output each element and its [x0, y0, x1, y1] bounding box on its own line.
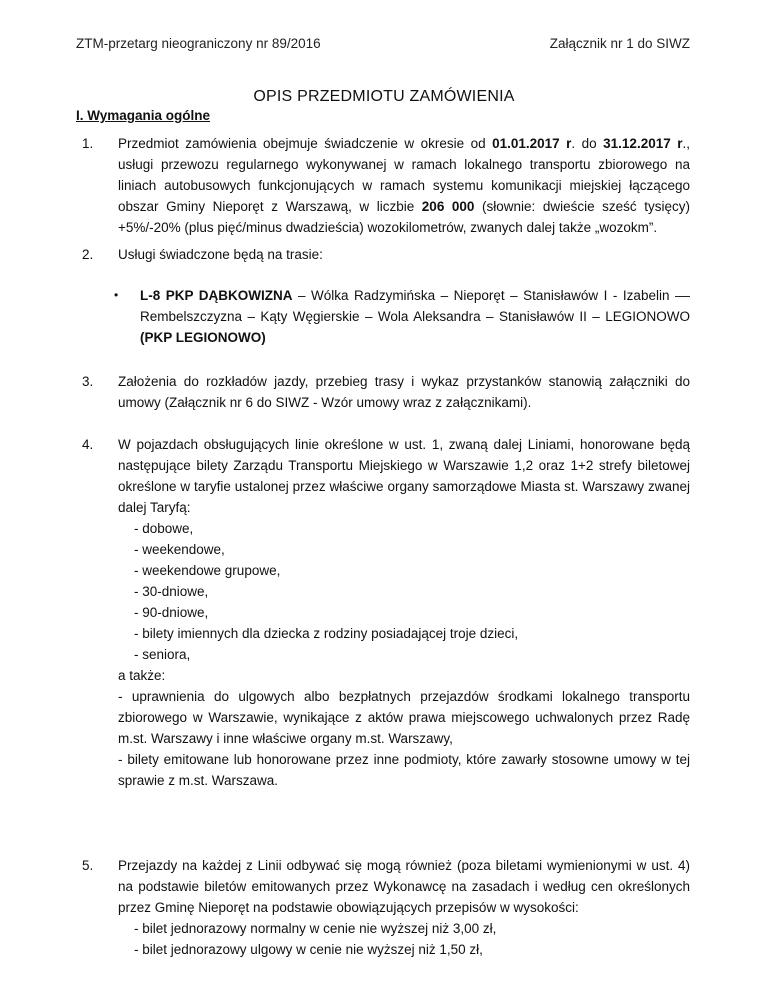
- item-text: W pojazdach obsługujących linie określone w ust. 1, zwaną dalej Liniami, honorowane będą następujące bilety Zarządu Transportu Miejskiego w Warszawie 1,2 oraz 1+2 strefy biletowej określone w taryfie ustalonej przez właściwe organy samorządowe Miasta st. Warszawy zwanej dalej Taryfą:: [118, 437, 690, 515]
- item-text: Przejazdy na każdej z Linii odbywać się mogą również (poza biletami wymienionymi w ust. 4) na podstawie biletów emitowanych przez Wykonawcę na zasadach i według cen określonych przez Gminę Nieporęt na podstawie obowiązujących przepisów w wysokości:: [118, 858, 690, 915]
- section-heading: I. Wymagania ogólne: [76, 108, 211, 123]
- item-text: Założenia do rozkładów jazdy, przebieg trasy i wykaz przystanków stanowią załączniki do umowy (Załącznik nr 6 do SIWZ - Wzór umowy wraz z załącznikami).: [118, 374, 690, 410]
- item-text: ., usługi przewozu regularnego wykonywanej w ramach lokalnego transportu zbiorowego na liniach autobusowych funkcjonujących w ramach systemu komunikacji miejskiej łączącego obszar Gminy Nieporęt z Warszawą, w liczbie: [118, 136, 690, 214]
- route-bullet: [76, 285, 690, 348]
- item-number: 3.: [82, 374, 94, 389]
- list-item: - bilety emitowane lub honorowane przez inne podmioty, które zawarły stosowne umowy w tej sprawie z m.st. Warszawa.: [118, 752, 690, 788]
- list-item: - 90-dniowe,: [134, 605, 209, 620]
- also-label: a także:: [118, 668, 166, 683]
- item-number: 4.: [82, 437, 94, 452]
- route-stops: – Wólka Radzymińska – Nieporęt – Stanisławów I - Izabelin –– Rembelszczyzna – Kąty Węgierskie – Wola Aleksandra – Stanisławów II – LEGIONOWO: [140, 288, 690, 324]
- start-date: 01.01.2017 r: [492, 136, 572, 151]
- list-item: - bilet jednorazowy normalny w cenie nie wyższej niż 3,00 zł,: [134, 921, 497, 936]
- item-number: 2.: [82, 247, 94, 262]
- item-4: [76, 434, 690, 791]
- bullet-icon: •: [114, 288, 119, 302]
- page-title: OPIS PRZEDMIOTU ZAMÓWIENIA: [253, 88, 515, 105]
- item-number: 5.: [82, 858, 94, 873]
- list-item: - seniora,: [134, 647, 191, 662]
- list-item: - uprawnienia do ulgowych albo bezpłatnych przejazdów środkami lokalnego transportu zbiorowego w Warszawie, wynikające z aktów prawa miejscowego uchwalonych przez Radę m.st. Warszawy i inne właściwe organy m.st. Warszawy,: [118, 689, 690, 746]
- list-item: - bilety imiennych dla dziecka z rodziny posiadającej troje dzieci,: [134, 626, 519, 641]
- list-item: - 30-dniowe,: [134, 584, 209, 599]
- route-end: (PKP LEGIONOWO): [140, 330, 266, 345]
- item-text: Usługi świadczone będą na trasie:: [118, 247, 323, 262]
- header-right: Załącznik nr 1 do SIWZ: [549, 36, 690, 51]
- list-item: - weekendowe,: [134, 542, 225, 557]
- item-text: . do: [571, 136, 604, 151]
- item-5: [76, 855, 690, 960]
- item-3: [76, 371, 690, 413]
- list-item: - dobowe,: [134, 521, 194, 536]
- end-date: 31.12.2017 r: [603, 136, 683, 151]
- route-start: L-8 PKP DĄBKOWIZNA: [140, 288, 293, 303]
- item-2: [76, 244, 690, 265]
- header-left: ZTM-przetarg nieograniczony nr 89/2016: [76, 36, 321, 51]
- list-item: - weekendowe grupowe,: [134, 563, 281, 578]
- item-text: Przedmiot zamówienia obejmuje świadczenie w okresie od: [118, 136, 493, 151]
- item-text: (słownie: dwieście sześć tysięcy) +5%/-20% (plus pięć/minus dwadzieścia) wozokilometrów, zwanych dalej także „wozokm”.: [118, 199, 690, 235]
- list-item: - bilet jednorazowy ulgowy w cenie nie wyższej niż 1,50 zł,: [134, 942, 483, 957]
- item-number: 1.: [82, 136, 94, 151]
- item-1: [76, 133, 690, 238]
- quantity: 206 000: [421, 199, 475, 214]
